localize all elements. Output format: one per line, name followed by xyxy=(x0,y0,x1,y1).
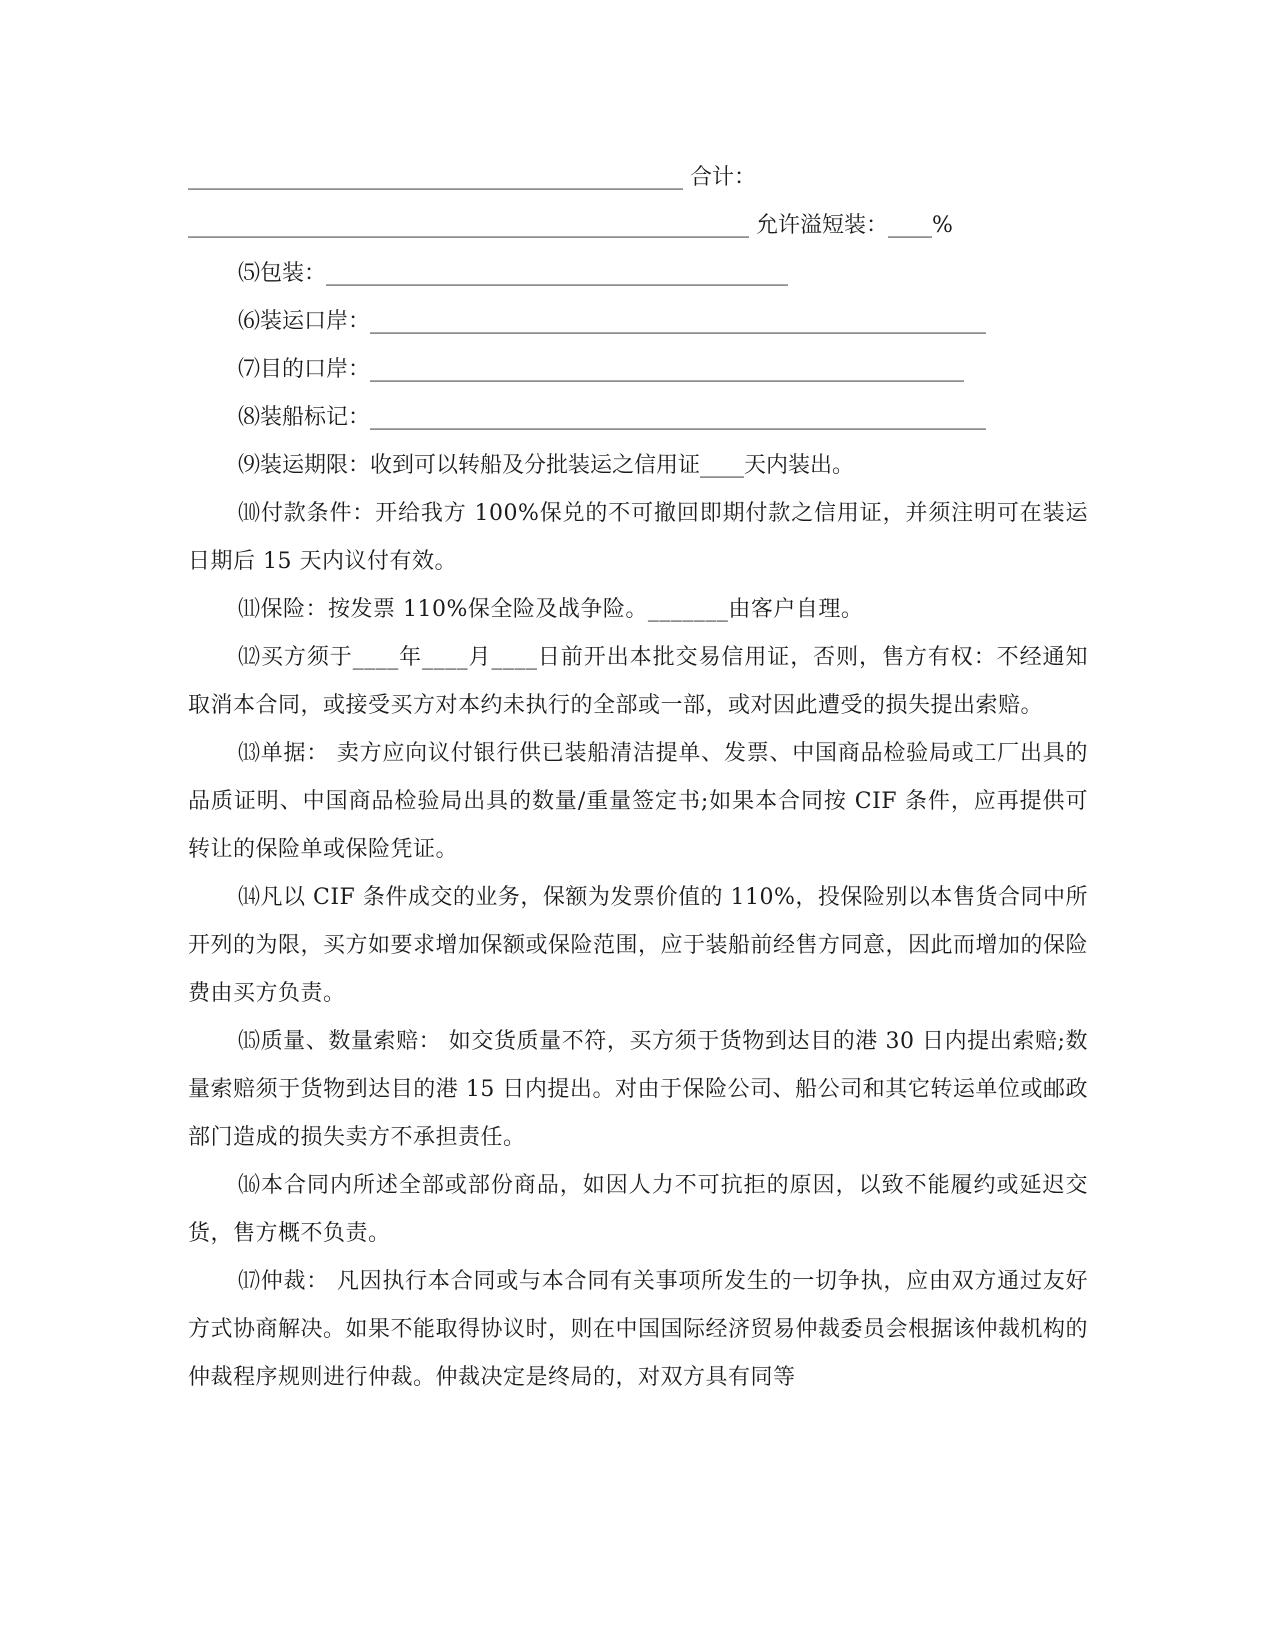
clause-arbitration: ⒄仲裁： 凡因执行本合同或与本合同有关事项所发生的一切争执，应由双方通过友好方式协商解决。如果不能取得协议时，则在中国国际经济贸易仲裁委员会根据该仲裁机构的仲裁程序规则进行仲裁。仲裁决定是终局的，对双方具有同等 xyxy=(188,1269,1089,1390)
clause-force-majeure: ⒃本合同内所述全部或部份商品，如因人力不可抗拒的原因，以致不能履约或延迟交货，售方概不负责。 xyxy=(188,1173,1088,1246)
clause-cif-insurance: ⒁凡以 CIF 条件成交的业务，保额为发票价值的 110%，投保险别以本售货合同中所开列的为限，买方如要求增加保额或保险范围，应于装船前经售方同意，因此而增加的保险费由买方负责。 xyxy=(188,885,1089,1006)
clause-packing: ⑸包装：__________________________________________ xyxy=(238,261,789,286)
clause-shipment-period: ⑼装运期限：收到可以转船及分批装运之信用证____天内装出。 xyxy=(238,453,855,478)
clause-payment-terms: ⑽付款条件：开给我方 100%保兑的不可撤回即期付款之信用证，并须注明可在装运日期后 15 天内议付有效。 xyxy=(188,501,1088,574)
contract-body xyxy=(188,154,1088,1402)
clause-loading-port: ⑹装运口岸：________________________________________________________ xyxy=(238,309,987,334)
total-line: _____________________________________________ 合计： xyxy=(188,165,756,190)
clause-claims: ⒂质量、数量索赔： 如交货质量不符，买方须于货物到达目的港 30 日内提出索赔;数量索赔须于货物到达目的港 15 日内提出。对由于保险公司、船公司和其它转运单位或邮政部门造成的损失卖方不承担责任。 xyxy=(188,1029,1088,1150)
clause-shipping-marks: ⑻装船标记：________________________________________________________ xyxy=(238,405,987,430)
tolerance-line: ___________________________________________________ 允许溢短装：____% xyxy=(188,213,953,238)
clause-insurance: ⑾保险：按发票 110%保全险及战争险。_______由客户自理。 xyxy=(238,597,864,622)
clause-destination-port: ⑺目的口岸：______________________________________________________ xyxy=(238,357,965,382)
clause-documents: ⒀单据： 卖方应向议付银行供已装船清洁提单、发票、中国商品检验局或工厂出具的品质证明、中国商品检验局出具的数量/重量签定书;如果本合同按 CIF 条件，应再提供可转让的保险单或保险凭证。 xyxy=(188,741,1088,862)
clause-letter-of-credit-deadline: ⑿买方须于____年____月____日前开出本批交易信用证，否则，售方有权：不经通知取消本合同，或接受买方对本约未执行的全部或一部，或对因此遭受的损失提出索赔。 xyxy=(188,645,1088,718)
